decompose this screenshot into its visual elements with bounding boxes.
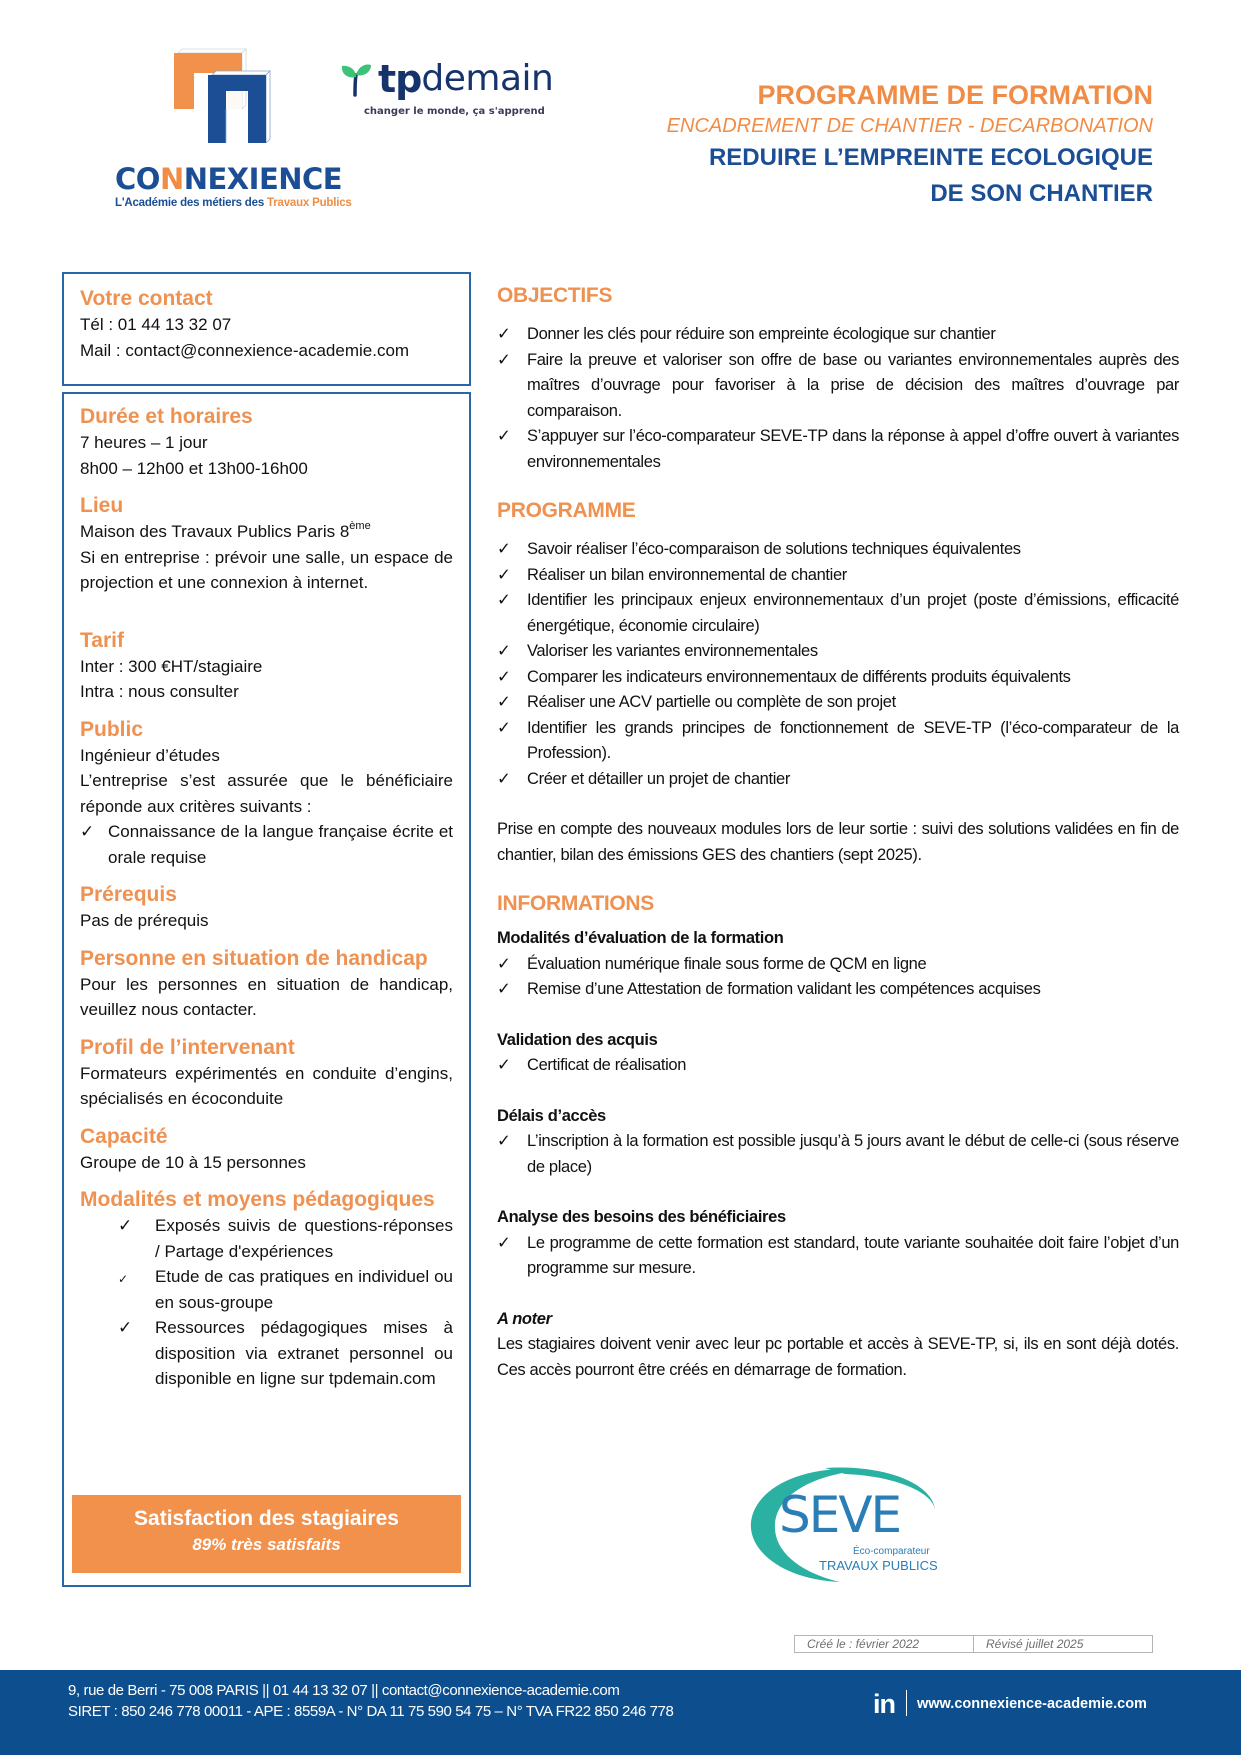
programme-item: ✓ Valoriser les variantes environnementales	[497, 639, 1179, 665]
public-line1: Ingénieur d’études	[80, 745, 220, 765]
seve-line1: Éco-comparateur	[853, 1546, 930, 1557]
section-public	[80, 717, 453, 871]
document-title: PROGRAMME DE FORMATION	[757, 80, 1153, 110]
capacite-heading: Capacité	[80, 1124, 168, 1148]
info-validation	[497, 1028, 1179, 1079]
programme-list	[497, 537, 1179, 792]
handicap-heading: Personne en situation de handicap	[80, 946, 428, 970]
lieu-line1: Maison des Travaux Publics Paris 8ème	[80, 520, 371, 541]
check-icon: ✓	[497, 427, 511, 445]
tarif-intra: Intra : nous consulter	[80, 682, 239, 701]
check-icon: ✓	[497, 980, 511, 998]
programme-heading: PROGRAMME	[497, 499, 636, 522]
validation-item: ✓ Certificat de réalisation	[497, 1053, 1179, 1079]
tpdemain-slogan: changer le monde, ça s'apprend	[364, 106, 545, 117]
check-icon: ✓	[497, 1056, 511, 1074]
modalites-item: ✓ Etude de cas pratiques en individuel ou en sous-groupe	[118, 1267, 453, 1312]
programme-item: ✓ Savoir réaliser l’éco-comparaison de solutions techniques équivalentes	[497, 537, 1179, 563]
footer-address: 9, rue de Berri - 75 008 PARIS || 01 44 13 32 07 || contact@connexience-academie.com	[68, 1682, 620, 1699]
a-noter-text: Les stagiaires doivent venir avec leur pc portable et accès à SEVE-TP, si, ils en sont déjà dotés. Ces accès pourront être créés en démarrage de formation.	[497, 1335, 1179, 1379]
sprout-leaf-icon	[338, 61, 374, 97]
programme-item: ✓ Créer et détailler un projet de chantier	[497, 767, 1179, 793]
public-check-item: ✓ Connaissance de la langue française écrite et orale requise	[80, 819, 453, 870]
connexience-logo	[115, 162, 352, 209]
satisfaction-title: Satisfaction des stagiaires	[134, 1507, 399, 1530]
document-dates	[794, 1635, 1153, 1653]
public-line2: L’entreprise s’est assurée que le bénéficiaire réponde aux critères suivants :	[80, 771, 453, 816]
check-icon: ✓	[118, 1216, 133, 1235]
modalites-heading: Modalités et moyens pédagogiques	[80, 1188, 435, 1211]
duree-heading: Durée et horaires	[80, 405, 253, 428]
section-informations	[497, 890, 1179, 1383]
check-icon: ✓	[118, 1272, 129, 1286]
check-icon: ✓	[497, 667, 511, 686]
linkedin-icon[interactable]: in	[873, 1689, 895, 1719]
contact-tel: Tél : 01 44 13 32 07	[80, 315, 232, 334]
course-title-line2: DE SON CHANTIER	[930, 180, 1153, 207]
informations-heading: INFORMATIONS	[497, 892, 654, 915]
prerequis-text: Pas de prérequis	[80, 911, 209, 930]
delais-title: Délais d’accès	[497, 1106, 606, 1125]
check-icon: ✓	[80, 822, 95, 841]
check-icon: ✓	[497, 1132, 511, 1150]
revised-date: Révisé juillet 2025	[973, 1636, 1152, 1652]
footer-separator	[906, 1690, 907, 1716]
evaluation-item: ✓ Remise d’une Attestation de formation validant les compétences acquises	[497, 977, 1179, 1003]
seve-logo	[745, 1462, 940, 1587]
satisfaction-value: 89% très satisfaits	[192, 1535, 341, 1554]
document-subtitle: ENCADREMENT DE CHANTIER - DECARBONATION	[666, 115, 1153, 137]
main-content	[497, 282, 1179, 1383]
modalites-item: ✓ Ressources pédagogiques mises à disposition via extranet personnel ou disponible en ligne sur tpdemain.com	[80, 1315, 453, 1392]
check-icon: ✓	[497, 1233, 511, 1252]
analyse-item: ✓ Le programme de cette formation est standard, toute variante souhaitée doit faire l’objet d’un programme sur mesure.	[497, 1231, 1179, 1282]
tarif-heading: Tarif	[80, 628, 124, 652]
analyse-title: Analyse des besoins des bénéficiaires	[497, 1208, 786, 1226]
duree-line: 7 heures – 1 jour	[80, 433, 208, 452]
check-icon: ✓	[497, 693, 511, 711]
validation-title: Validation des acquis	[497, 1030, 658, 1049]
lieu-line2: Si en entreprise : prévoir une salle, un espace de projection et une connexion à internet.	[80, 547, 453, 592]
objectifs-heading: OBJECTIFS	[497, 284, 613, 307]
public-heading: Public	[80, 717, 144, 741]
objectifs-list	[497, 322, 1179, 475]
handicap-text: Pour les personnes en situation de handicap, veuillez nous contacter.	[80, 974, 453, 1019]
tpdemain-demain: demain	[421, 58, 554, 99]
programme-item: ✓ Réaliser un bilan environnemental de chantier	[497, 563, 1179, 589]
programme-note: Prise en compte des nouveaux modules lors de leur sortie : suivi des solutions validées en fin de chantier, bilan des émissions GES des chantiers (sept 2025).	[497, 820, 1179, 864]
created-date: Créé le : février 2022	[807, 1637, 920, 1651]
seve-line2: TRAVAUX PUBLICS	[819, 1558, 938, 1573]
check-icon: ✓	[497, 565, 511, 584]
profil-heading: Profil de l’intervenant	[80, 1035, 295, 1059]
objectif-item: ✓ Faire la preuve et valoriser son offre de base ou variantes environnementales auprès des maîtres d’ouvrage pour favoriser à la prise de décision des maîtres d’ouvrage par comparaison.	[497, 348, 1179, 425]
check-icon: ✓	[497, 769, 511, 788]
a-noter-title: A noter	[497, 1309, 552, 1328]
section-duree	[80, 404, 453, 481]
section-lieu	[80, 493, 453, 596]
section-programme	[497, 497, 1179, 868]
section-modalites	[80, 1187, 453, 1392]
evaluation-title: Modalités d’évaluation de la formation	[497, 929, 784, 947]
footer-legal: SIRET : 850 246 778 00011 - APE : 8559A - N° DA 11 75 590 54 75 – N° TVA FR22 850 246 778	[68, 1703, 674, 1720]
objectif-item: ✓ S’appuyer sur l’éco-comparateur SEVE-TP dans la réponse à appel d’offre ouvert à variantes environnementales	[497, 424, 1179, 475]
section-profil	[80, 1035, 453, 1112]
delais-item: ✓ L’inscription à la formation est possible jusqu’à 5 jours avant le début de celle-ci (sous réserve de place)	[497, 1129, 1179, 1180]
info-analyse	[497, 1205, 1179, 1282]
contact-mail: Mail : contact@connexience-academie.com	[80, 340, 410, 360]
info-delais	[497, 1104, 1179, 1181]
satisfaction-banner	[72, 1495, 461, 1573]
tarif-inter: Inter : 300 €HT/stagiaire	[80, 656, 263, 676]
connexience-logo-mark-icon	[172, 47, 272, 143]
title-block	[667, 78, 1153, 212]
tpdemain-logo	[338, 57, 588, 145]
section-prerequis	[80, 882, 453, 934]
section-handicap	[80, 946, 453, 1023]
check-icon: ✓	[118, 1318, 133, 1337]
capacite-text: Groupe de 10 à 15 personnes	[80, 1152, 306, 1172]
info-a-noter	[497, 1307, 1179, 1384]
info-box	[62, 392, 471, 1587]
website-link[interactable]: www.connexience-academie.com	[917, 1696, 1147, 1712]
programme-item: ✓ Réaliser une ACV partielle ou complète de son projet	[497, 690, 1179, 716]
check-icon: ✓	[497, 325, 511, 343]
programme-item: ✓ Comparer les indicateurs environnementaux de différents produits équivalents	[497, 665, 1179, 691]
modalites-item: ✓ Exposés suivis de questions-réponses / Partage d'expériences	[80, 1213, 453, 1264]
course-title-line1: REDUIRE L’EMPREINTE ECOLOGIQUE	[708, 144, 1153, 171]
footer	[0, 1670, 1241, 1755]
connexience-tagline: L'Académie des métiers des Travaux Publics	[115, 197, 352, 209]
check-icon: ✓	[497, 591, 511, 609]
tpdemain-tp: tp	[378, 57, 422, 101]
section-tarif	[80, 628, 453, 705]
lieu-heading: Lieu	[80, 494, 124, 517]
check-icon: ✓	[497, 718, 511, 737]
prerequis-heading: Prérequis	[80, 883, 177, 906]
check-icon: ✓	[497, 540, 511, 558]
section-objectifs	[497, 282, 1179, 475]
contact-heading: Votre contact	[80, 287, 213, 310]
check-icon: ✓	[497, 350, 511, 369]
check-icon: ✓	[497, 954, 511, 973]
check-icon: ✓	[497, 642, 511, 660]
evaluation-item: ✓ Évaluation numérique finale sous forme de QCM en ligne	[497, 952, 1179, 978]
programme-item: ✓ Identifier les principaux enjeux environnementaux d’un projet (poste d’émissions, efficacité énergétique, économie circulaire)	[497, 588, 1179, 639]
info-evaluation	[497, 926, 1179, 1003]
profil-text: Formateurs expérimentés en conduite d’engins, spécialisés en écoconduite	[80, 1063, 453, 1108]
programme-item: ✓ Identifier les grands principes de fonctionnement de SEVE-TP (l’éco-comparateur de la Profession).	[497, 716, 1179, 767]
connexience-wordmark: CONNEXIENCE	[115, 162, 343, 196]
seve-wordmark: SEVE	[779, 1486, 901, 1544]
section-capacite	[80, 1124, 453, 1176]
horaires-line: 8h00 – 12h00 et 13h00-16h00	[80, 458, 308, 478]
objectif-item: ✓ Donner les clés pour réduire son empreinte écologique sur chantier	[497, 322, 1179, 348]
contact-box	[62, 272, 471, 386]
